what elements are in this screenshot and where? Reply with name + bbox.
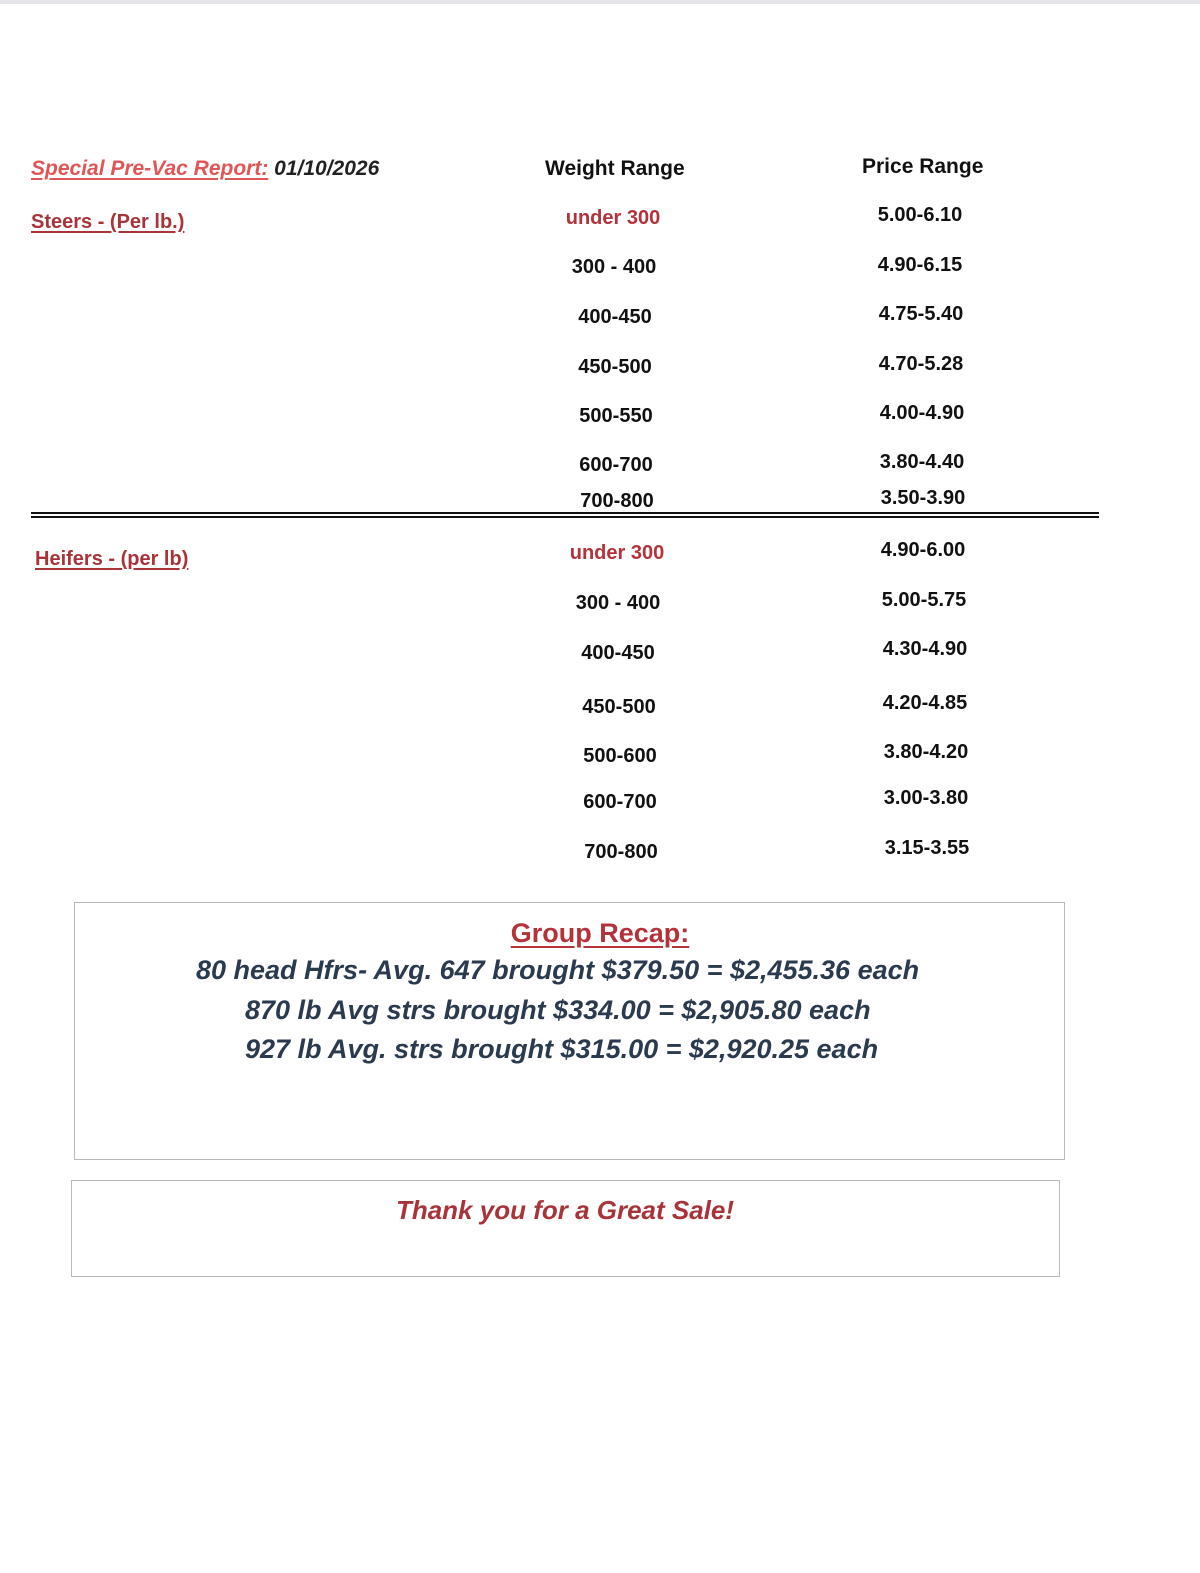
group-recap-heading: Group Recap: (510, 918, 690, 948)
heifers-price-cell: 3.00-3.80 (883, 787, 969, 809)
recap-line: 927 lb Avg. strs brought $315.00 = $2,920.25 each (245, 1034, 879, 1064)
steers-price-cell: 4.90-6.15 (877, 254, 963, 276)
heifers-label: Heifers - (per lb) (35, 548, 189, 570)
steers-weight-cell: 600-700 (579, 454, 653, 476)
recap-line: 870 lb Avg strs brought $334.00 = $2,905.80 each (245, 995, 871, 1025)
steers-price-cell: 4.75-5.40 (878, 303, 964, 325)
heifers-price-cell: 4.20-4.85 (882, 692, 968, 714)
steers-price-cell: 4.00-4.90 (879, 402, 965, 424)
steers-weight-cell: 450-500 (578, 356, 652, 378)
heifers-price-cell: 4.30-4.90 (882, 638, 968, 660)
steers-weight-cell: under 300 (565, 207, 661, 229)
thank-you-message: Thank you for a Great Sale! (395, 1195, 735, 1225)
heifers-price-cell: 5.00-5.75 (881, 589, 967, 611)
weight-range-header: Weight Range (545, 157, 685, 180)
report-title (31, 157, 379, 181)
report-date: 01/10/2026 (274, 157, 380, 180)
steers-price-cell: 3.80-4.40 (879, 451, 965, 473)
heifers-price-cell: 3.15-3.55 (884, 837, 970, 859)
heifers-weight-cell: 450-500 (582, 696, 656, 718)
heifers-weight-cell: 500-600 (583, 745, 657, 767)
heifers-weight-cell: 600-700 (583, 791, 657, 813)
steers-weight-cell: 300 - 400 (571, 256, 657, 278)
heifers-price-cell: 4.90-6.00 (880, 539, 966, 561)
scan-edge (0, 0, 1200, 4)
price-range-header: Price Range (862, 155, 984, 178)
heifers-price-cell: 3.80-4.20 (883, 741, 969, 763)
recap-line: 80 head Hfrs- Avg. 647 brought $379.50 = $2,455.36 each (196, 955, 920, 985)
steers-price-cell: 4.70-5.28 (878, 353, 964, 375)
report-title-label: Special Pre-Vac Report: (31, 157, 269, 180)
heifers-weight-cell: 700-800 (584, 841, 658, 863)
heifers-weight-cell: 300 - 400 (575, 592, 661, 614)
heifers-weight-cell: 400-450 (581, 642, 655, 664)
heifers-weight-cell: under 300 (569, 542, 665, 564)
steers-weight-cell: 700-800 (580, 490, 654, 512)
steers-label: Steers - (Per lb.) (31, 211, 185, 233)
steers-price-cell: 3.50-3.90 (880, 487, 966, 509)
section-divider (31, 512, 1099, 518)
steers-price-cell: 5.00-6.10 (877, 204, 963, 226)
steers-weight-cell: 500-550 (579, 405, 653, 427)
steers-weight-cell: 400-450 (578, 306, 652, 328)
